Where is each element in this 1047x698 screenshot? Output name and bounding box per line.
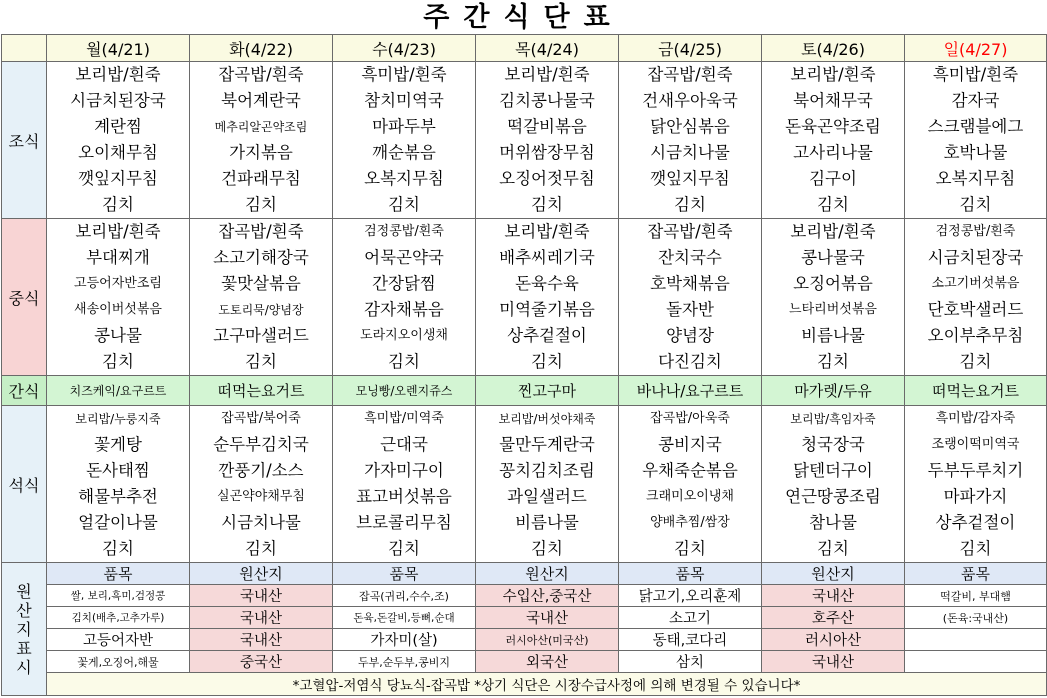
origin-country: 호주산 [762,607,905,629]
menu-dish: 돈사태찜 [86,461,150,480]
dinner-cell [905,406,1047,563]
menu-dish: 오이부추무침 [927,326,1024,345]
day-header: 목(4/24) [476,35,619,62]
menu-dish: 고구마샐러드 [213,326,309,345]
origin-label-char: 원 [16,581,32,601]
origin-header: 품목 [905,563,1047,585]
menu-dish: 간장닭찜 [372,274,436,293]
origin-country: 수입산,중국산 [476,585,619,607]
menu-dish: 감자국 [951,91,1000,110]
menu-dish: 김치 [388,352,420,371]
breakfast-cell [47,62,190,219]
origin-country: 외국산 [476,651,619,673]
origin-row [2,585,1047,607]
menu-dish: 고사리나물 [793,143,873,162]
menu-dish: 보리밥/흰죽 [790,65,876,84]
menu-dish: 콩나물국 [801,248,865,267]
menu-dish: 콩나물 [94,326,142,345]
breakfast-cell [905,62,1047,219]
breakfast-cell [476,62,619,219]
origin-item: 떡갈비, 부대햄 [905,585,1047,607]
menu-dish: 잡곡밥/흰죽 [647,65,733,84]
day-header: 금(4/25) [619,35,762,62]
menu-dish: 김치 [531,539,563,558]
menu-dish: 크래미오이냉채 [646,489,734,504]
menu-dish: 김치 [674,195,706,214]
origin-item: 닭고기,오리훈제 [619,585,762,607]
menu-dish: 연근땅콩조림 [785,487,881,506]
menu-dish: 김치 [817,539,849,558]
origin-item: 돈육,돈갈비,등뼈,순대 [333,607,476,629]
menu-dish: 김치 [531,352,563,371]
menu-dish: 시금치된장국 [70,91,166,110]
dinner-row [2,406,1047,563]
lunch-cell [47,219,190,376]
menu-dish: 김치 [674,539,706,558]
day-header-row [2,35,1047,62]
menu-dish: 해물부추전 [78,487,158,506]
snack-cell: 치즈케익/요구르트 [47,376,190,406]
menu-dish: 북어채무국 [793,91,873,110]
menu-dish: 물만두계란국 [499,435,595,454]
menu-dish: 돌자반 [666,300,714,319]
menu-dish: 꽃게탕 [94,435,142,454]
menu-dish: 계란찜 [94,117,142,136]
menu-dish: 참치미역국 [364,91,444,110]
origin-item [905,651,1047,673]
origin-header-row [2,563,1047,585]
menu-dish: 깨순볶음 [372,143,436,162]
origin-item: 잡곡(귀리,수수,조) [333,585,476,607]
menu-dish: 보리밥/누룽지죽 [75,412,161,426]
dinner-cell [333,406,476,563]
lunch-row [2,219,1047,376]
snack-cell: 모닝빵/오렌지쥬스 [333,376,476,406]
menu-dish: 실곤약야채무침 [217,489,305,504]
origin-item: 두부,순두부,콩비지 [333,651,476,673]
origin-label-char: 지 [16,619,32,639]
menu-dish: 보리밥/흑임자죽 [790,412,876,426]
menu-dish: 오복지무침 [935,169,1016,188]
menu-dish: 순두부김치국 [213,435,309,454]
menu-dish: 닭안심볶음 [650,117,730,136]
lunch-cell [333,219,476,376]
origin-country: 국내산 [190,585,333,607]
origin-header: 원산지 [476,563,619,585]
menu-dish: 잔치국수 [658,248,722,267]
row-label-dinner: 석식 [2,406,47,563]
dinner-cell [476,406,619,563]
menu-dish: 근대국 [380,435,428,454]
menu-dish: 소고기해장국 [213,248,309,267]
menu-dish: 느타리버섯볶음 [789,302,877,317]
menu-dish: 보리밥/흰죽 [75,65,161,84]
menu-dish: 얼갈이나물 [78,513,158,532]
breakfast-cell [619,62,762,219]
origin-country: 중국산 [190,651,333,673]
menu-dish: 새송이버섯볶음 [74,302,162,317]
menu-dish: 김치 [531,195,563,214]
page-title: 주간식단표 [423,2,624,33]
menu-note: *고혈압-저염식 당뇨식-잡곡밥 *상기 식단은 시장수급사정에 의해 변경될 수 있습니다* [47,673,1047,696]
menu-dish: 부대찌개 [86,248,150,267]
menu-dish: 김치 [959,195,992,214]
row-label-breakfast: 조식 [2,62,47,219]
origin-country: 러시아산 [762,629,905,651]
dinner-cell [762,406,905,563]
menu-dish: 김치 [102,539,134,558]
menu-dish: 김치 [959,539,992,558]
origin-item: 고등어자반 [47,629,190,651]
menu-dish: 시금치나물 [650,143,730,162]
menu-dish: 호박나물 [943,143,1008,162]
origin-row [2,629,1047,651]
origin-item: 삼치 [619,651,762,673]
menu-dish: 흑미밥/흰죽 [932,65,1019,84]
corner-cell [2,35,47,62]
menu-dish: 마파가지 [943,487,1008,506]
menu-dish: 김치 [102,352,134,371]
menu-dish: 오징어볶음 [793,274,873,293]
menu-dish: 김치 [245,352,277,371]
menu-dish: 미역줄기볶음 [499,300,595,319]
row-label-origin [2,563,47,696]
menu-dish: 보리밥/흰죽 [504,222,590,241]
origin-item: 꽃게,오징어,해물 [47,651,190,673]
menu-dish: 깻잎지무침 [78,169,158,188]
menu-dish: 깻잎지무침 [650,169,730,188]
menu-dish: 김치 [388,539,420,558]
menu-dish: 상추겉절이 [935,513,1016,532]
dinner-cell [47,406,190,563]
snack-row [2,376,1047,406]
origin-country: 국내산 [190,629,333,651]
menu-dish: 김치콩나물국 [499,91,595,110]
origin-header: 원산지 [190,563,333,585]
menu-dish: 잡곡밥/아욱죽 [650,411,730,426]
menu-dish: 비름나물 [515,513,579,532]
menu-dish: 오복지무침 [364,169,444,188]
origin-header: 원산지 [762,563,905,585]
menu-dish: 검정콩밥/흰죽 [935,224,1016,239]
row-label-snack: 간식 [2,376,47,406]
origin-header: 품목 [619,563,762,585]
menu-dish: 건새우아욱국 [642,91,738,110]
origin-item: 쌀, 보리,흑미,검정콩 [47,585,190,607]
origin-item: 동태,코다리 [619,629,762,651]
menu-dish: 김치 [817,352,849,371]
menu-dish: 브로콜리무침 [356,513,452,532]
menu-dish: 오이채무침 [78,143,158,162]
menu-dish: 북어계란국 [221,91,301,110]
menu-dish: 시금치된장국 [927,248,1024,267]
menu-dish: 마파두부 [372,117,436,136]
origin-country: 국내산 [476,607,619,629]
menu-dish: 잡곡밥/북어죽 [221,411,301,426]
menu-dish: 다진김치 [658,352,722,371]
menu-dish: 김치 [959,352,992,371]
menu-dish: 돈육곤약조림 [785,117,881,136]
lunch-cell [190,219,333,376]
menu-dish: 김치 [102,195,134,214]
menu-dish: 두부두루치기 [927,461,1024,480]
menu-dish: 보리밥/흰죽 [790,222,876,241]
menu-dish: 김구이 [809,169,857,188]
menu-dish: 흑미밥/감자죽 [935,411,1016,426]
menu-dish: 떡갈비볶음 [507,117,587,136]
note-row [2,673,1047,696]
origin-item [905,629,1047,651]
menu-dish: 어묵곤약국 [364,248,444,267]
menu-dish: 김치 [245,195,277,214]
origin-label-char: 시 [16,657,32,677]
menu-dish: 양념장 [666,326,714,345]
day-header: 월(4/21) [47,35,190,62]
menu-dish: 흑미밥/미역죽 [364,411,444,426]
day-header: 화(4/22) [190,35,333,62]
snack-cell: 떠먹는요거트 [190,376,333,406]
origin-header: 품목 [333,563,476,585]
origin-country: 러시아산(미국산) [476,629,619,651]
day-header-sunday: 일(4/27) [905,35,1047,62]
menu-dish: 우채죽순볶음 [642,461,738,480]
origin-item: 가자미(살) [333,629,476,651]
menu-dish: 오징어젓무침 [499,169,595,188]
menu-dish: 꽁치김치조림 [499,461,595,480]
menu-dish: 스크램블에그 [927,117,1024,136]
snack-cell: 찐고구마 [476,376,619,406]
menu-dish: 조랭이떡미역국 [931,437,1020,452]
breakfast-row [2,62,1047,219]
snack-cell: 마가렛/두유 [762,376,905,406]
breakfast-cell [190,62,333,219]
menu-dish: 보리밥/흰죽 [75,222,161,241]
menu-dish: 잡곡밥/흰죽 [218,222,304,241]
menu-dish: 시금치나물 [221,513,301,532]
menu-table [1,34,1047,696]
origin-country: 국내산 [762,585,905,607]
snack-cell: 바나나/요구르트 [619,376,762,406]
menu-dish: 김치 [245,539,277,558]
lunch-cell [619,219,762,376]
origin-item: 소고기 [619,607,762,629]
menu-dish: 과일샐러드 [507,487,587,506]
menu-dish: 보리밥/버섯야채죽 [498,412,596,426]
snack-cell: 떠먹는요거트 [905,376,1047,406]
origin-country: 국내산 [762,651,905,673]
menu-dish: 청국장국 [801,435,865,454]
lunch-cell [762,219,905,376]
menu-dish: 깐풍기/소스 [218,461,304,480]
menu-dish: 닭텐더구이 [793,461,873,480]
menu-dish: 잡곡밥/흰죽 [647,222,733,241]
menu-dish: 호박채볶음 [650,274,730,293]
breakfast-cell [333,62,476,219]
origin-row [2,607,1047,629]
menu-dish: 가자미구이 [364,461,444,480]
origin-item: 김치(배추,고추가루) [47,607,190,629]
menu-dish: 검정콩밥/흰죽 [364,224,444,239]
lunch-cell [905,219,1047,376]
menu-dish: 건파래무침 [221,169,301,188]
menu-dish: 김치 [388,195,420,214]
menu-dish: 비름나물 [801,326,865,345]
menu-dish: 보리밥/흰죽 [504,65,590,84]
menu-dish: 상추겉절이 [507,326,587,345]
menu-dish: 참나물 [809,513,857,532]
origin-header: 품목 [47,563,190,585]
menu-dish: 배추씨레기국 [499,248,595,267]
menu-dish: 흑미밥/흰죽 [361,65,447,84]
menu-dish: 도라지오이생채 [360,328,448,343]
day-header: 토(4/26) [762,35,905,62]
menu-dish: 도토리묵/양념장 [218,303,304,317]
dinner-cell [190,406,333,563]
origin-label-char: 산 [16,600,32,620]
breakfast-cell [762,62,905,219]
day-header: 수(4/23) [333,35,476,62]
menu-dish: 잡곡밥/흰죽 [218,65,304,84]
menu-dish: 꽃맛살볶음 [221,274,301,293]
menu-dish: 소고기버섯볶음 [931,276,1020,291]
menu-dish: 감자채볶음 [364,300,444,319]
origin-label-char: 표 [16,638,32,658]
menu-dish: 메추리알곤약조림 [214,120,308,134]
menu-dish: 콩비지국 [658,435,722,454]
menu-dish: 단호박샐러드 [927,300,1024,319]
origin-country: 국내산 [190,607,333,629]
menu-dish: 돈육수육 [515,274,579,293]
dinner-cell [619,406,762,563]
menu-dish: 표고버섯볶음 [356,487,452,506]
lunch-cell [476,219,619,376]
menu-dish: 머위쌈장무침 [499,143,595,162]
menu-dish: 김치 [817,195,849,214]
origin-item: (돈육:국내산) [905,607,1047,629]
menu-dish: 가지볶음 [229,143,293,162]
row-label-lunch: 중식 [2,219,47,376]
origin-row [2,651,1047,673]
menu-dish: 양배추찜/쌈장 [650,515,730,530]
menu-dish: 고등어자반조림 [74,276,162,291]
